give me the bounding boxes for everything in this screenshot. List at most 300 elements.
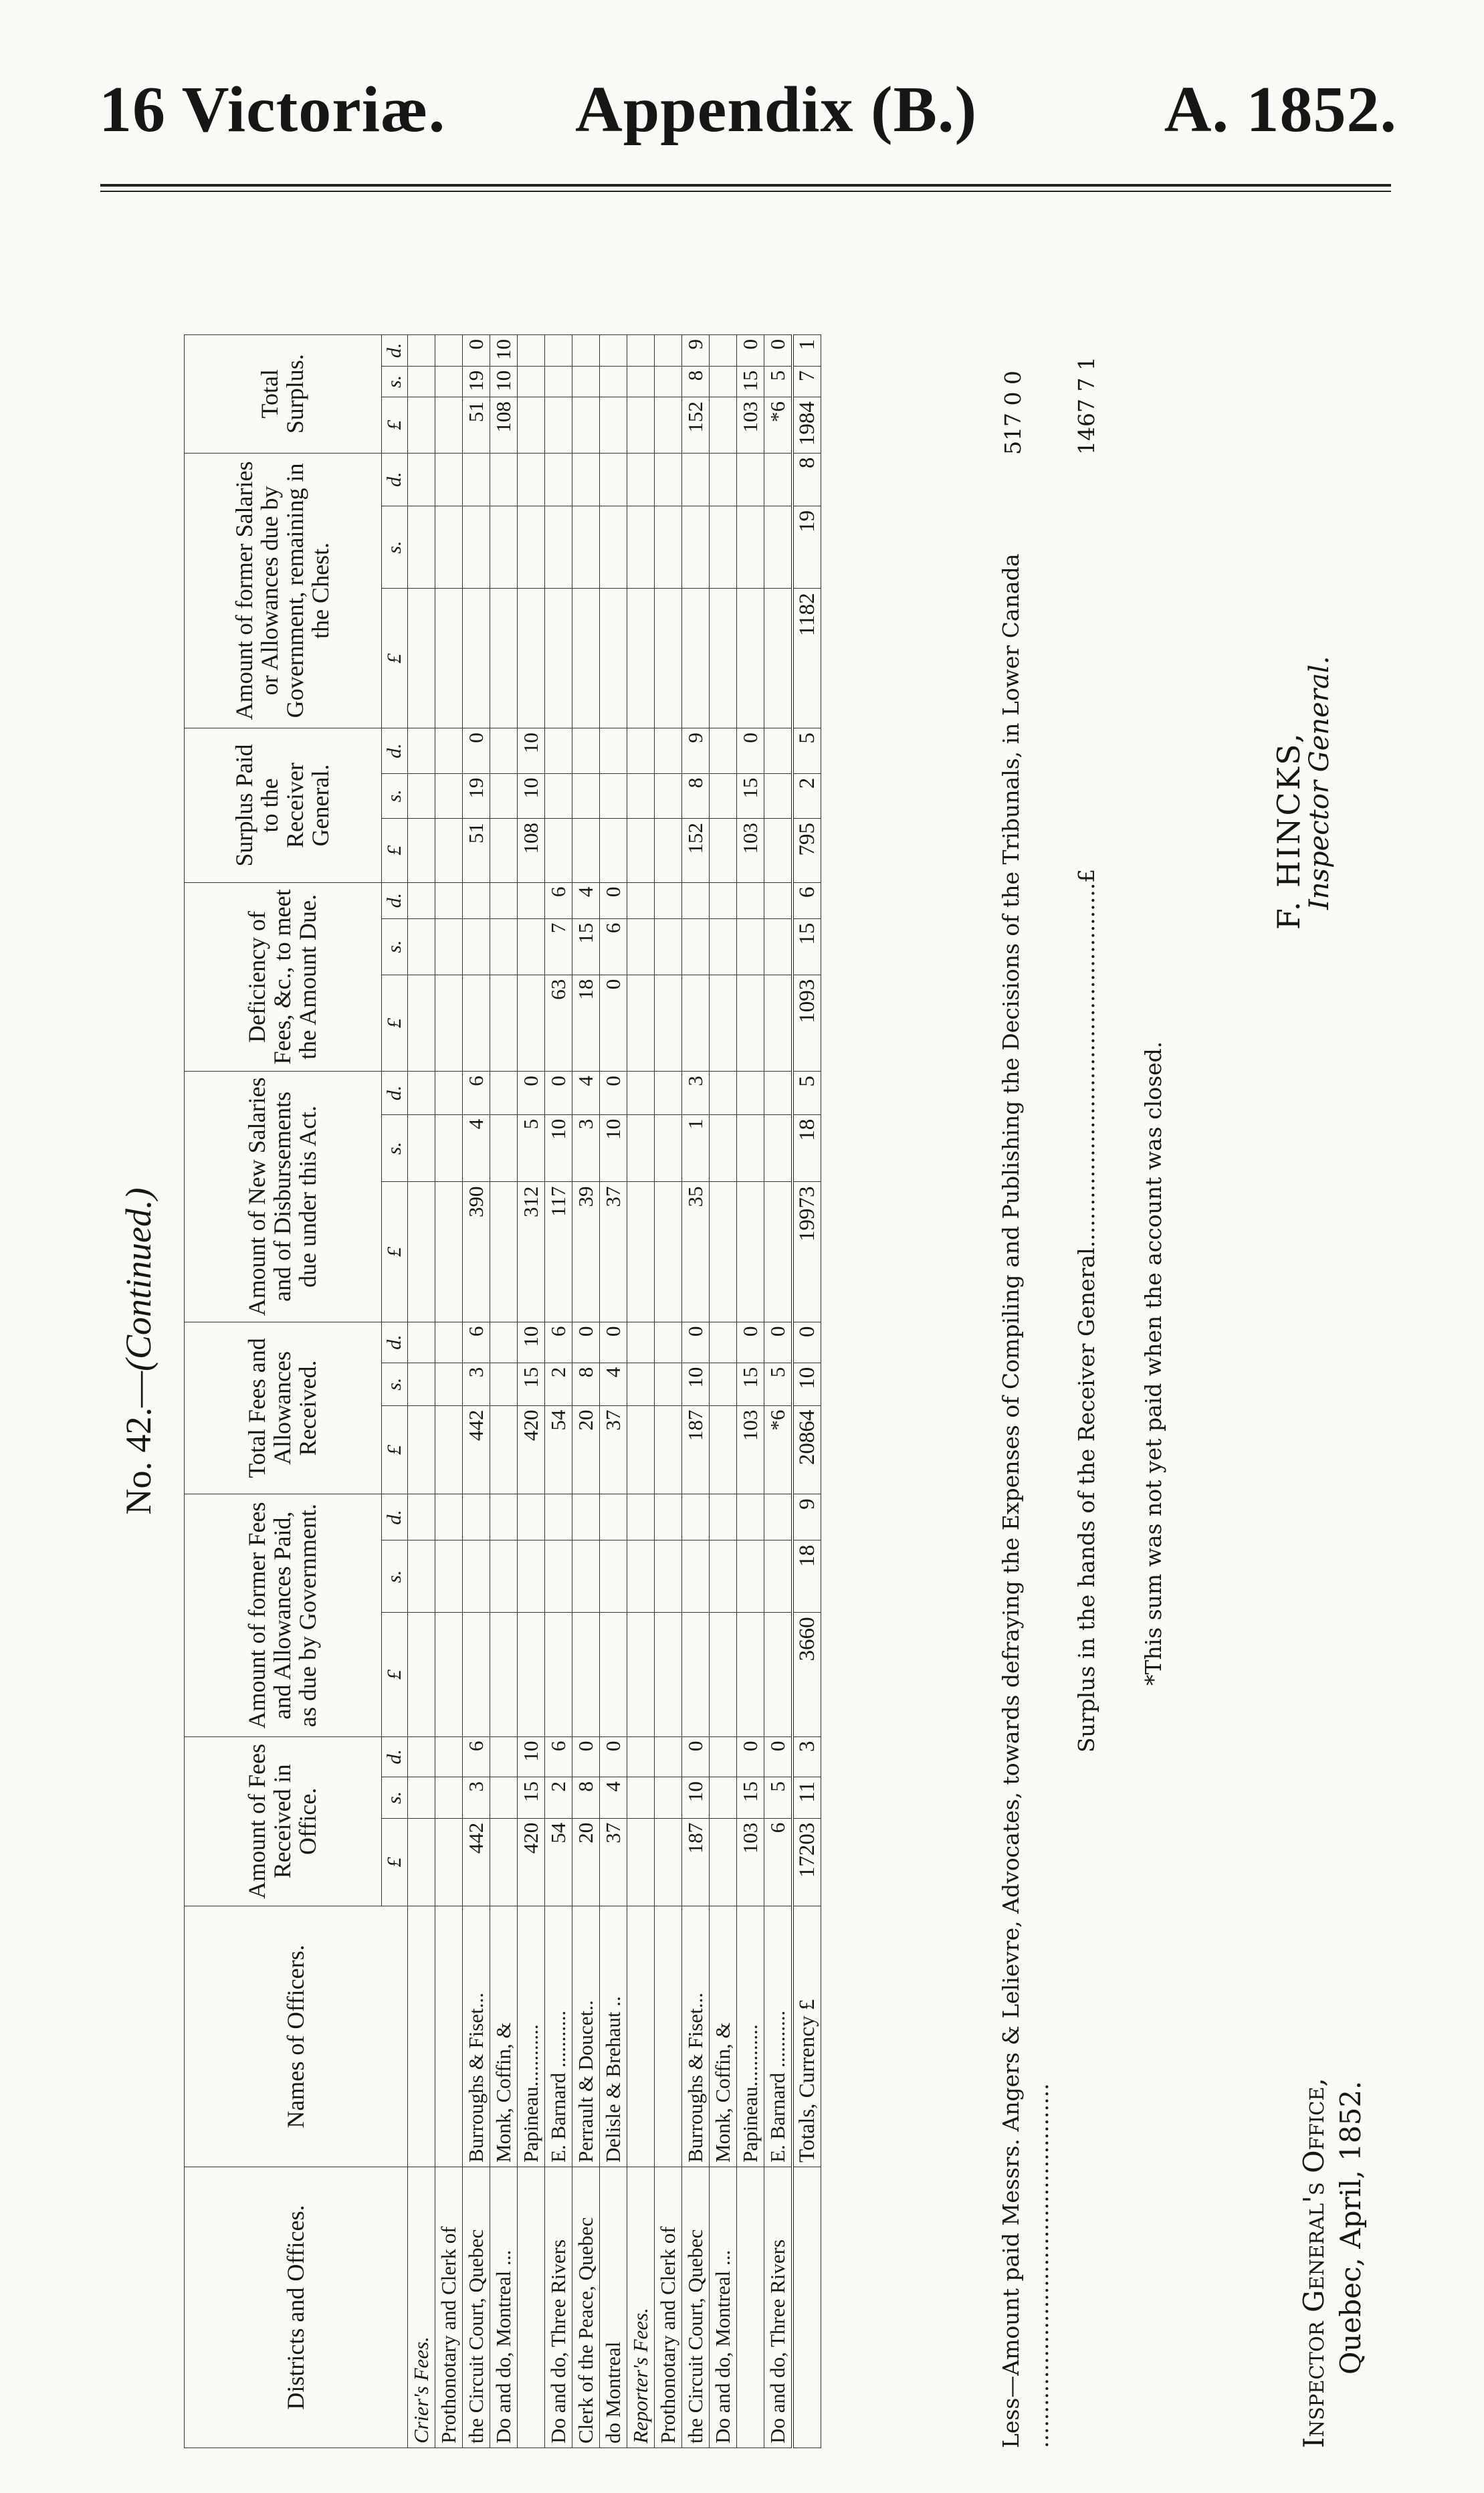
amount-cell bbox=[435, 1114, 463, 1182]
amount-cell: 54 bbox=[545, 1818, 572, 1906]
surplus-hands-text: Surplus in the hands of the Receiver General....................................................£ bbox=[1073, 868, 1099, 1753]
amount-cell bbox=[545, 728, 572, 773]
amount-cell bbox=[435, 918, 463, 975]
amount-cell: 9 bbox=[682, 728, 710, 773]
unit-shilling: s. bbox=[382, 1363, 408, 1405]
column-header-2: Amount of Fees Received in Office. bbox=[185, 1736, 382, 1906]
officer-cell: Burroughs & Fiset... bbox=[682, 1906, 710, 2167]
amount-cell: 103 bbox=[737, 818, 764, 882]
amount-cell bbox=[490, 728, 518, 773]
amount-cell bbox=[518, 882, 545, 918]
officer-cell bbox=[655, 1906, 682, 2167]
amount-cell: 6 bbox=[463, 1322, 490, 1363]
amount-cell: 11 bbox=[792, 1777, 821, 1819]
amount-cell bbox=[655, 1182, 682, 1322]
amount-cell bbox=[682, 506, 710, 589]
amount-cell bbox=[655, 882, 682, 918]
amount-cell: 15 bbox=[792, 918, 821, 975]
district-cell bbox=[792, 2167, 821, 2448]
district-cell: Clerk of the Peace, Quebec bbox=[572, 2167, 600, 2448]
unit-shilling: s. bbox=[382, 1540, 408, 1613]
amount-cell bbox=[600, 506, 627, 589]
totals-row bbox=[792, 335, 821, 2448]
amount-cell bbox=[655, 506, 682, 589]
amount-cell bbox=[490, 882, 518, 918]
unit-pound: £ bbox=[382, 1613, 408, 1736]
amount-cell bbox=[572, 506, 600, 589]
amount-cell bbox=[655, 1363, 682, 1405]
officer-cell: Monk, Coffin, & bbox=[710, 1906, 737, 2167]
amount-cell: 7 bbox=[545, 918, 572, 975]
amount-cell bbox=[572, 1540, 600, 1613]
officer-cell: Totals, Currency £ bbox=[792, 1906, 821, 2167]
column-header-0: Districts and Offices. bbox=[185, 2167, 408, 2448]
amount-cell: 15 bbox=[737, 1777, 764, 1819]
amount-cell bbox=[435, 1182, 463, 1322]
amount-cell bbox=[682, 1613, 710, 1736]
amount-cell: 117 bbox=[545, 1182, 572, 1322]
amount-cell bbox=[518, 1540, 545, 1613]
amount-cell bbox=[490, 975, 518, 1071]
amount-cell: 37 bbox=[600, 1405, 627, 1494]
amount-cell bbox=[764, 818, 793, 882]
amount-cell bbox=[490, 918, 518, 975]
amount-cell: 10 bbox=[792, 1363, 821, 1405]
amount-cell: 6 bbox=[764, 1818, 793, 1906]
amount-cell bbox=[655, 1736, 682, 1777]
amount-cell bbox=[600, 1613, 627, 1736]
amount-cell bbox=[710, 1777, 737, 1819]
unit-pound: £ bbox=[382, 397, 408, 453]
amount-cell bbox=[710, 1363, 737, 1405]
amount-cell: 6 bbox=[463, 1072, 490, 1115]
amount-cell: 10 bbox=[518, 773, 545, 818]
amount-cell bbox=[435, 975, 463, 1071]
amount-cell bbox=[435, 882, 463, 918]
amount-cell bbox=[490, 506, 518, 589]
unit-shilling: s. bbox=[382, 366, 408, 397]
category-label: Crier's Fees. bbox=[408, 2167, 435, 2448]
amount-cell bbox=[764, 1494, 793, 1540]
amount-cell bbox=[764, 975, 793, 1071]
amount-cell: 8 bbox=[572, 1777, 600, 1819]
amount-cell bbox=[572, 818, 600, 882]
amount-cell bbox=[518, 918, 545, 975]
header-rule-thin bbox=[100, 191, 1391, 192]
amount-cell bbox=[490, 1363, 518, 1405]
officer-cell: E. Barnard ........... bbox=[764, 1906, 793, 2167]
officer-cell: Monk, Coffin, & bbox=[490, 1906, 518, 2167]
amount-cell bbox=[490, 773, 518, 818]
amount-cell: 3 bbox=[682, 1072, 710, 1115]
amount-cell bbox=[710, 589, 737, 728]
amount-cell: 10 bbox=[518, 728, 545, 773]
unit-pence: d. bbox=[382, 1072, 408, 1115]
amount-cell: 1984 bbox=[792, 397, 821, 453]
amount-cell: *6 bbox=[764, 397, 793, 453]
amount-cell bbox=[518, 397, 545, 453]
amount-cell bbox=[710, 1072, 737, 1115]
district-cell: do Montreal bbox=[600, 2167, 627, 2448]
amount-cell bbox=[710, 773, 737, 818]
amount-cell: 108 bbox=[518, 818, 545, 882]
amount-cell bbox=[572, 1613, 600, 1736]
amount-cell bbox=[463, 589, 490, 728]
amount-cell: 35 bbox=[682, 1182, 710, 1322]
signer-name: F. HINCKS, bbox=[1271, 731, 1307, 930]
amount-cell: 10 bbox=[490, 335, 518, 367]
amount-cell bbox=[655, 773, 682, 818]
amount-cell bbox=[490, 1182, 518, 1322]
amount-cell bbox=[764, 882, 793, 918]
table-row bbox=[408, 335, 435, 2448]
amount-cell bbox=[600, 335, 627, 367]
amount-cell: 0 bbox=[682, 1322, 710, 1363]
amount-cell bbox=[545, 366, 572, 397]
amount-cell: 0 bbox=[792, 1322, 821, 1363]
less-deduction-text: Less—Amount paid Messrs. Angers & Lelievre, Advocates, towards defraying the Expenses of Compiling and Publishing the Decisions of the Tribunals, in Lower Canada .................................................... bbox=[998, 553, 1053, 2448]
amount-cell bbox=[682, 918, 710, 975]
amount-cell: 10 bbox=[682, 1777, 710, 1819]
amount-cell bbox=[518, 366, 545, 397]
amount-cell: 19973 bbox=[792, 1182, 821, 1322]
amount-cell bbox=[545, 818, 572, 882]
amount-cell: 1 bbox=[792, 335, 821, 367]
amount-cell bbox=[600, 453, 627, 506]
district-cell bbox=[518, 2167, 545, 2448]
amount-cell bbox=[572, 366, 600, 397]
amount-cell bbox=[737, 1494, 764, 1540]
amount-cell bbox=[710, 1405, 737, 1494]
column-header-3: Amount of former Fees and Allowances Paid, as due by Government. bbox=[185, 1494, 382, 1736]
amount-cell: 15 bbox=[572, 918, 600, 975]
amount-cell bbox=[490, 1494, 518, 1540]
amount-cell bbox=[463, 1540, 490, 1613]
amount-cell: 3 bbox=[792, 1736, 821, 1777]
amount-cell bbox=[572, 773, 600, 818]
amount-cell bbox=[655, 918, 682, 975]
amount-cell bbox=[435, 1072, 463, 1115]
amount-cell bbox=[737, 1540, 764, 1613]
amount-cell bbox=[435, 1540, 463, 1613]
amount-cell: 8 bbox=[792, 453, 821, 506]
amount-cell bbox=[545, 589, 572, 728]
amount-cell bbox=[655, 366, 682, 397]
amount-cell bbox=[545, 1494, 572, 1540]
amount-cell: 51 bbox=[463, 818, 490, 882]
amount-cell bbox=[737, 589, 764, 728]
amount-cell bbox=[463, 506, 490, 589]
amount-cell bbox=[435, 453, 463, 506]
amount-cell bbox=[463, 918, 490, 975]
unit-pence: d. bbox=[382, 453, 408, 506]
amount-cell bbox=[655, 589, 682, 728]
amount-cell bbox=[655, 453, 682, 506]
surplus-hands-amount: 1467 7 1 bbox=[1073, 357, 1099, 455]
amount-cell: 0 bbox=[764, 1736, 793, 1777]
table-row bbox=[682, 335, 710, 2448]
table-row bbox=[463, 335, 490, 2448]
amount-cell bbox=[710, 1114, 737, 1182]
amount-cell bbox=[710, 335, 737, 367]
amount-cell: 9 bbox=[682, 335, 710, 367]
amount-cell bbox=[572, 1494, 600, 1540]
header-center: Appendix (B.) bbox=[575, 74, 978, 146]
table-row bbox=[572, 335, 600, 2448]
amount-cell bbox=[435, 1613, 463, 1736]
amount-cell: 10 bbox=[490, 366, 518, 397]
amount-cell bbox=[545, 453, 572, 506]
amount-cell: 0 bbox=[463, 335, 490, 367]
district-cell: Do and do, Three Rivers bbox=[545, 2167, 572, 2448]
table-row bbox=[490, 335, 518, 2448]
unit-shilling: s. bbox=[382, 773, 408, 818]
amount-cell: 19 bbox=[463, 773, 490, 818]
unit-pound: £ bbox=[382, 818, 408, 882]
amount-cell bbox=[682, 882, 710, 918]
amount-cell: 0 bbox=[600, 975, 627, 1071]
officer-cell: Delisle & Brehaut .. bbox=[600, 1906, 627, 2167]
amount-cell: 18 bbox=[572, 975, 600, 1071]
district-cell: Do and do, Montreal ... bbox=[490, 2167, 518, 2448]
amount-cell bbox=[490, 1818, 518, 1906]
district-cell: Do and do, Montreal ... bbox=[710, 2167, 737, 2448]
amount-cell bbox=[655, 397, 682, 453]
amount-cell: 6 bbox=[463, 1736, 490, 1777]
amount-cell bbox=[655, 728, 682, 773]
amount-cell bbox=[710, 1540, 737, 1613]
officer-cell: Burroughs & Fiset... bbox=[463, 1906, 490, 2167]
amount-cell: 4 bbox=[600, 1777, 627, 1819]
amount-cell bbox=[682, 453, 710, 506]
amount-cell bbox=[572, 589, 600, 728]
amount-cell: 3 bbox=[572, 1114, 600, 1182]
amount-cell bbox=[435, 728, 463, 773]
amount-cell: 6 bbox=[545, 1322, 572, 1363]
amount-cell bbox=[737, 506, 764, 589]
amount-cell bbox=[490, 818, 518, 882]
amount-cell bbox=[655, 1405, 682, 1494]
amount-cell bbox=[463, 882, 490, 918]
unit-shilling: s. bbox=[382, 506, 408, 589]
amount-cell: 5 bbox=[792, 1072, 821, 1115]
amount-cell bbox=[764, 453, 793, 506]
amount-cell bbox=[600, 1494, 627, 1540]
amount-cell bbox=[490, 589, 518, 728]
amount-cell: 0 bbox=[572, 1736, 600, 1777]
amount-cell: 15 bbox=[737, 773, 764, 818]
column-header-4: Total Fees and Allowances Received. bbox=[185, 1322, 382, 1494]
amount-cell: *6 bbox=[764, 1405, 793, 1494]
amount-cell: 5 bbox=[792, 728, 821, 773]
amount-cell: 7 bbox=[792, 366, 821, 397]
amount-cell bbox=[710, 975, 737, 1071]
table-row bbox=[737, 335, 764, 2448]
unit-pence: d. bbox=[382, 1322, 408, 1363]
amount-cell: 10 bbox=[518, 1736, 545, 1777]
amount-cell: 0 bbox=[737, 335, 764, 367]
unit-pound: £ bbox=[382, 1818, 408, 1906]
amount-cell bbox=[737, 975, 764, 1071]
amount-cell bbox=[710, 1818, 737, 1906]
amount-cell: 2 bbox=[545, 1777, 572, 1819]
unit-pound: £ bbox=[382, 975, 408, 1071]
amount-cell bbox=[490, 1777, 518, 1819]
amount-cell: 0 bbox=[764, 1322, 793, 1363]
amount-cell bbox=[490, 1736, 518, 1777]
amount-cell bbox=[545, 773, 572, 818]
district-cell: the Circuit Court, Quebec bbox=[682, 2167, 710, 2448]
amount-cell bbox=[764, 728, 793, 773]
amount-cell bbox=[655, 1777, 682, 1819]
unit-pence: d. bbox=[382, 728, 408, 773]
amount-cell bbox=[545, 1613, 572, 1736]
officer-cell: E. Barnard ........... bbox=[545, 1906, 572, 2167]
amount-cell: 1182 bbox=[792, 589, 821, 728]
amount-cell bbox=[490, 1613, 518, 1736]
amount-cell: 15 bbox=[737, 366, 764, 397]
office-name: Inspector General's Office, bbox=[1297, 2078, 1330, 2448]
column-header-8: Amount of former Salaries or Allowances due by Government, remaining in the Chest. bbox=[185, 453, 382, 728]
amount-cell bbox=[600, 728, 627, 773]
header-rule bbox=[100, 184, 1391, 187]
amount-cell bbox=[655, 1613, 682, 1736]
amount-cell bbox=[764, 918, 793, 975]
amount-cell bbox=[764, 1540, 793, 1613]
amount-cell bbox=[710, 1322, 737, 1363]
document-number: No. 42.—(Continued.) bbox=[118, 1187, 158, 1515]
amount-cell: 8 bbox=[682, 773, 710, 818]
amount-cell: 4 bbox=[572, 882, 600, 918]
amount-cell: 103 bbox=[737, 1818, 764, 1906]
amount-cell bbox=[764, 589, 793, 728]
amount-cell: 0 bbox=[737, 1736, 764, 1777]
amount-cell bbox=[655, 335, 682, 367]
amount-cell: 6 bbox=[545, 1736, 572, 1777]
amount-cell bbox=[764, 506, 793, 589]
amount-cell bbox=[710, 1736, 737, 1777]
amount-cell bbox=[572, 453, 600, 506]
table-body bbox=[408, 335, 821, 2448]
amount-cell bbox=[764, 773, 793, 818]
amount-cell bbox=[655, 975, 682, 1071]
district-cell bbox=[737, 2167, 764, 2448]
ledger-table bbox=[184, 334, 821, 2448]
unit-shilling: s. bbox=[382, 1114, 408, 1182]
amount-cell: 312 bbox=[518, 1182, 545, 1322]
column-header-1: Names of Officers. bbox=[185, 1906, 408, 2167]
amount-cell: 3 bbox=[463, 1363, 490, 1405]
unit-pound: £ bbox=[382, 1405, 408, 1494]
amount-cell bbox=[435, 1494, 463, 1540]
amount-cell bbox=[572, 728, 600, 773]
amount-cell bbox=[655, 1114, 682, 1182]
less-deduction-amount: 517 0 0 bbox=[1000, 371, 1026, 455]
column-header-7: Surplus Paid to the Receiver General. bbox=[185, 728, 382, 882]
amount-cell: 8 bbox=[572, 1363, 600, 1405]
amount-cell: 10 bbox=[518, 1322, 545, 1363]
unit-pence: d. bbox=[382, 1736, 408, 1777]
amount-cell: 54 bbox=[545, 1405, 572, 1494]
amount-cell: 18 bbox=[792, 1114, 821, 1182]
amount-cell bbox=[655, 1322, 682, 1363]
amount-cell: 0 bbox=[600, 1322, 627, 1363]
amount-cell bbox=[490, 453, 518, 506]
amount-cell: 2 bbox=[545, 1363, 572, 1405]
amount-cell bbox=[737, 453, 764, 506]
amount-cell: 39 bbox=[572, 1182, 600, 1322]
amount-cell bbox=[764, 1072, 793, 1115]
table-row bbox=[655, 335, 682, 2448]
header-left: 16 Victoriæ. bbox=[99, 74, 446, 146]
table-row bbox=[764, 335, 793, 2448]
amount-cell bbox=[710, 453, 737, 506]
table-row bbox=[710, 335, 737, 2448]
unit-pound: £ bbox=[382, 589, 408, 728]
amount-cell: 37 bbox=[600, 1182, 627, 1322]
amount-cell bbox=[737, 1613, 764, 1736]
table-row bbox=[627, 335, 655, 2448]
amount-cell: 4 bbox=[572, 1072, 600, 1115]
amount-cell: 5 bbox=[764, 366, 793, 397]
amount-cell bbox=[737, 1182, 764, 1322]
unit-pence: d. bbox=[382, 1494, 408, 1540]
amount-cell: 6 bbox=[600, 918, 627, 975]
amount-cell bbox=[710, 918, 737, 975]
amount-cell bbox=[545, 506, 572, 589]
amount-cell bbox=[435, 818, 463, 882]
amount-cell: 0 bbox=[463, 728, 490, 773]
amount-cell bbox=[518, 1494, 545, 1540]
amount-cell bbox=[435, 589, 463, 728]
amount-cell bbox=[682, 589, 710, 728]
column-header-6: Deficiency of Fees, &c., to meet the Amount Due. bbox=[185, 882, 382, 1072]
amount-cell: 17203 bbox=[792, 1818, 821, 1906]
amount-cell: 19 bbox=[463, 366, 490, 397]
unit-pence: d. bbox=[382, 335, 408, 367]
unit-shilling: s. bbox=[382, 1777, 408, 1819]
amount-cell bbox=[682, 975, 710, 1071]
amount-cell: 0 bbox=[545, 1072, 572, 1115]
amount-cell bbox=[435, 1322, 463, 1363]
amount-cell: 0 bbox=[518, 1072, 545, 1115]
amount-cell bbox=[518, 453, 545, 506]
amount-cell: 152 bbox=[682, 397, 710, 453]
amount-cell: 5 bbox=[764, 1363, 793, 1405]
amount-cell bbox=[600, 818, 627, 882]
amount-cell: 18 bbox=[792, 1540, 821, 1613]
amount-cell: 3 bbox=[463, 1777, 490, 1819]
amount-cell: 9 bbox=[792, 1494, 821, 1540]
amount-cell: 20 bbox=[572, 1818, 600, 1906]
amount-cell: 0 bbox=[737, 728, 764, 773]
amount-cell: 0 bbox=[600, 1736, 627, 1777]
amount-cell bbox=[490, 1114, 518, 1182]
district-cell: Prothonotary and Clerk of bbox=[435, 2167, 463, 2448]
amount-cell bbox=[545, 397, 572, 453]
amount-cell bbox=[518, 589, 545, 728]
amount-cell: 103 bbox=[737, 1405, 764, 1494]
amount-cell: 187 bbox=[682, 1405, 710, 1494]
amount-cell: 442 bbox=[463, 1818, 490, 1906]
amount-cell bbox=[572, 397, 600, 453]
amount-cell bbox=[435, 773, 463, 818]
amount-cell bbox=[655, 1494, 682, 1540]
officer-cell: Papineau............ bbox=[518, 1906, 545, 2167]
amount-cell: 1093 bbox=[792, 975, 821, 1071]
amount-cell bbox=[710, 818, 737, 882]
officer-cell bbox=[435, 1906, 463, 2167]
